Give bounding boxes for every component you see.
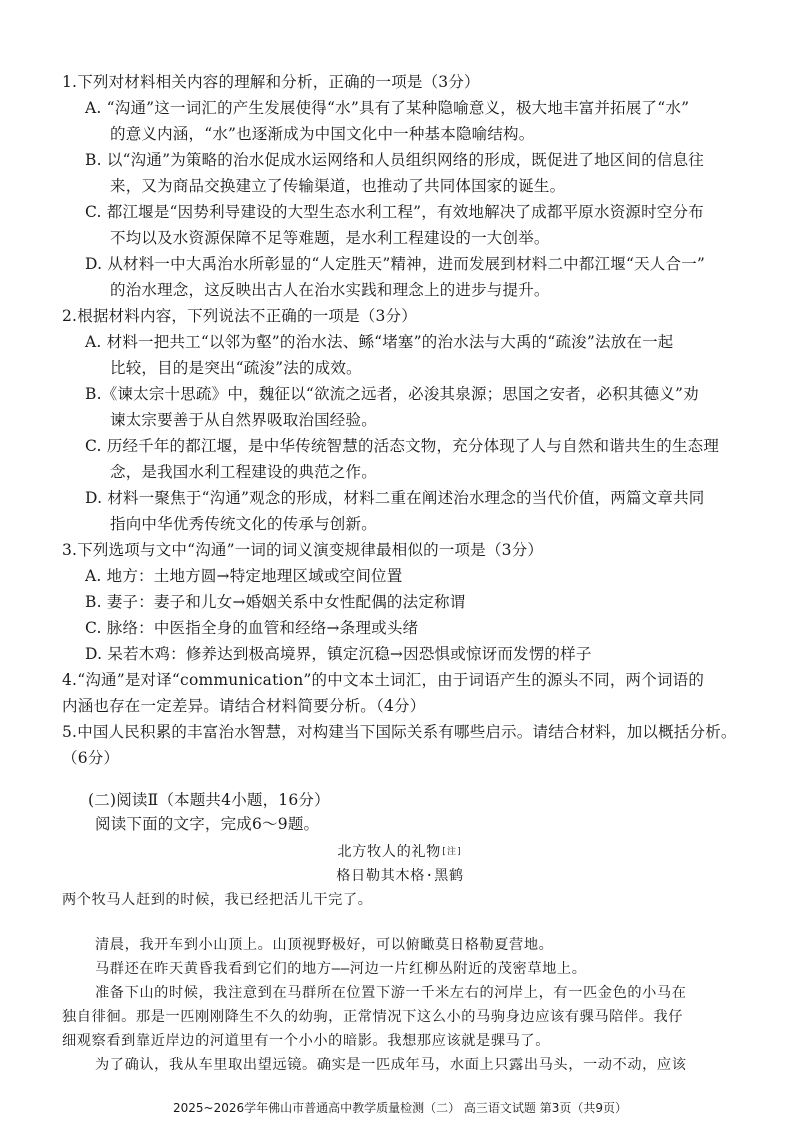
q2-stem: 2.根据材料内容，下列说法不正确的一项是（3分） [62, 307, 417, 325]
q1-option-c: C. 都江堰是“因势利导建设的大型生态水利工程”，有效地解决了成都平原水资源时空分布 [85, 203, 704, 221]
q3-option-d: D. 呆若木鸡：修养达到极高境界，镇定沉稳→因恐惧或惊讶而发愣的样子 [85, 645, 592, 663]
q5-stem-cont: （6分） [62, 749, 120, 767]
q2-option-d-cont: 指向中华优秀传统文化的传承与创新。 [110, 515, 377, 533]
story-paragraph: 独自徘徊。那是一匹刚刚降生不久的幼驹，正常情况下这么小的马驹身边应该有骒马陪伴。我仔 [62, 1009, 684, 1025]
q2-option-a: A. 材料一把共工“以邻为壑”的治水法、鲧“堵塞”的治水法与大禹的“疏浚”法放在一起 [85, 333, 674, 351]
story-author: 格日勒其木格·黑鹤 [336, 868, 464, 884]
story-paragraph: 清晨，我开车到小山顶上。山顶视野极好，可以俯瞰莫日格勒夏营地。 [95, 937, 554, 953]
q3-stem: 3.下列选项与文中“沟通”一词的词义演变规律最相似的一项是（3分） [62, 541, 544, 559]
story-paragraph: 两个牧马人赶到的时候，我已经把活儿干完了。 [62, 892, 373, 908]
story-paragraph: 马群还在昨天黄昏我看到它们的地方——河边一片红柳丛附近的茂密草地上。 [95, 961, 587, 977]
q1-option-b-cont: 来，又为商品交换建立了传输渠道，也推动了共同体国家的诞生。 [110, 177, 566, 195]
q5-stem: 5.中国人民积累的丰富治水智慧，对构建当下国际关系有哪些启示。请结合材料，加以概括分析。 [62, 723, 737, 741]
story-title [0, 842, 800, 862]
title-note-mark: [注] [440, 847, 463, 857]
section-heading: (二)阅读Ⅱ（本题共4小题，16分） [88, 791, 330, 809]
q2-option-b: B.《谏太宗十思疏》中，魏征以“欲流之远者，必浚其泉源；思国之安者，必积其德义”劝 [85, 385, 699, 403]
story-paragraph: 为了确认，我从车里取出望远镜。确实是一匹成年马，水面上只露出马头，一动不动，应该 [95, 1057, 687, 1073]
section-instruction: 阅读下面的文字，完成6～9题。 [95, 815, 320, 833]
q1-option-a: A. “沟通”这一词汇的产生发展使得“水”具有了某种隐喻意义，极大地丰富并拓展了“水” [85, 99, 690, 117]
q1-option-d: D. 从材料一中大禹治水所彰显的“人定胜天”精神，进而发展到材料二中都江堰“天人合一” [85, 255, 706, 273]
q1-option-d-cont: 的治水理念，这反映出古人在治水实践和理念上的进步与提升。 [110, 281, 550, 299]
q3-option-c: C. 脉络：中医指全身的血管和经络→条理或头绪 [85, 619, 419, 637]
page-footer: 2025~2026学年佛山市普通高中教学质量检测（二） 高三语文试题 第3页（共9页） [172, 1101, 628, 1115]
q2-option-c-cont: 念，是我国水利工程建设的典范之作。 [110, 463, 377, 481]
q2-option-d: D. 材料一聚焦于“沟通”观念的形成，材料二重在阐述治水理念的当代价值，两篇文章共同 [85, 489, 705, 507]
story-title-text: 北方牧人的礼物 [337, 844, 441, 860]
q1-stem: 1.下列对材料相关内容的理解和分析，正确的一项是（3分） [62, 73, 480, 91]
q1-option-c-cont: 不均以及水资源保障不足等难题，是水利工程建设的一大创举。 [110, 229, 550, 247]
q1-option-a-cont: 的意义内涵，“水”也逐渐成为中国文化中一种基本隐喻结构。 [110, 125, 535, 143]
story-paragraph: 准备下山的时候，我注意到在马群所在位置下游一千米左右的河岸上，有一匹金色的小马在 [95, 985, 687, 1001]
q4-stem-cont: 内涵也存在一定差异。请结合材料简要分析。（4分） [62, 697, 426, 715]
story-paragraph: 细观察看到靠近岸边的河道里有一个小小的暗影。我想那应该就是骒马了。 [62, 1033, 550, 1049]
q3-option-b: B. 妻子：妻子和儿女→婚姻关系中女性配偶的法定称谓 [85, 593, 466, 611]
q2-option-b-cont: 谏太宗要善于从自然界吸取治国经验。 [110, 411, 377, 429]
q1-option-b: B. 以“沟通”为策略的治水促成水运网络和人员组织网络的形成，既促进了地区间的信息往 [85, 151, 704, 169]
q2-option-c: C. 历经千年的都江堰，是中华传统智慧的活态文物，充分体现了人与自然和谐共生的生态理 [85, 437, 720, 455]
q2-option-a-cont: 比较，目的是突出“疏浚”法的成效。 [110, 359, 362, 377]
q3-option-a: A. 地方：土地方圆→特定地理区域或空间位置 [85, 567, 403, 585]
q4-stem: 4.“沟通”是对译“communication”的中文本土词汇，由于词语产生的源头不同，两个词语的 [62, 671, 705, 689]
